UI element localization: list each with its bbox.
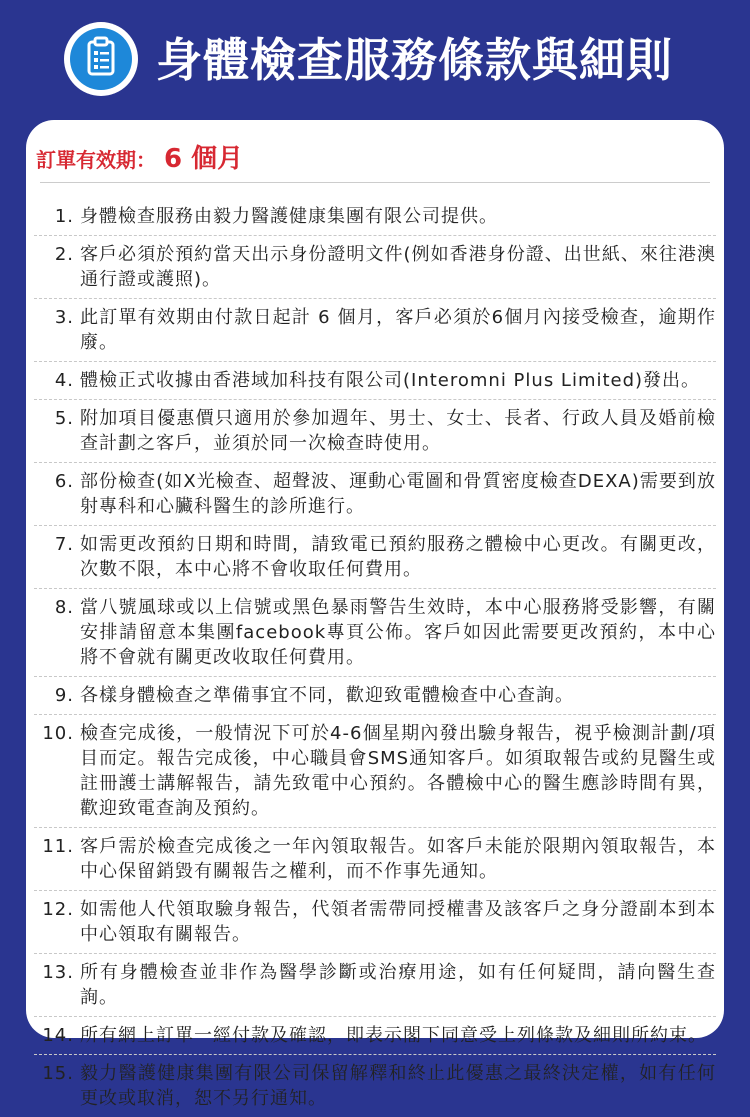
terms-list [34,198,716,1117]
validity-label: 訂單有效期： [36,148,156,172]
term-text: 此訂單有效期由付款日起計 6 個月，客戶必須於6個月內接受檢查，逾期作廢。 [80,307,716,353]
validity-period [36,138,243,175]
term-text: 如需更改預約日期和時間，請致電已預約服務之體檢中心更改。有關更改，次數不限，本中心將不會收取任何費用。 [80,534,716,580]
term-text: 檢查完成後，一般情況下可於4-6個星期內發出驗身報告，視乎檢測計劃/項目而定。報告完成後，中心職員會SMS通知客戶。如須取報告或約見醫生或註冊護士講解報告，請先致電中心預約。各體檢中心的醫生應診時間有異，歡迎致電查詢及預約。 [80,723,716,819]
term-item [34,954,716,1017]
term-text: 體檢正式收據由香港域加科技有限公司(Interomni Plus Limited)發出。 [80,370,701,391]
term-number: 14. [42,1025,74,1046]
term-item [34,362,716,400]
term-item [34,677,716,715]
term-number: 6. [54,471,74,492]
term-number: 1. [54,206,74,227]
page-header [0,0,750,118]
term-number: 15. [42,1063,74,1084]
term-number: 2. [54,244,74,265]
term-text: 各樣身體檢查之準備事宜不同，歡迎致電體檢查中心查詢。 [80,685,574,706]
term-item [34,891,716,954]
term-number: 12. [42,899,74,920]
term-text: 身體檢查服務由毅力醫護健康集團有限公司提供。 [80,206,498,227]
term-text: 附加項目優惠價只適用於參加週年、男士、女士、長者、行政人員及婚前檢查計劃之客戶，並須於同一次檢查時使用。 [80,408,716,454]
term-number: 13. [42,962,74,983]
validity-value: 6 個月 [164,144,244,174]
term-item [34,198,716,236]
divider [40,182,710,183]
term-item [34,715,716,828]
page-title: 身體檢查服務條款與細則 [156,33,673,87]
term-item [34,299,716,362]
term-number: 8. [54,597,74,618]
term-number: 10. [42,723,74,744]
term-text: 部份檢查(如X光檢查、超聲波、運動心電圖和骨質密度檢查DEXA)需要到放射專科和心臟科醫生的診所進行。 [80,471,716,517]
term-text: 所有身體檢查並非作為醫學診斷或治療用途，如有任何疑問，請向醫生查詢。 [80,962,716,1008]
term-item [34,463,716,526]
term-text: 毅力醫護健康集團有限公司保留解釋和終止此優惠之最終決定權，如有任何更改或取消，恕不另行通知。 [80,1063,716,1109]
term-item [34,236,716,299]
term-number: 5. [54,408,74,429]
term-number: 9. [54,685,74,706]
term-item [34,526,716,589]
term-item [34,400,716,463]
term-text: 客戶需於檢查完成後之一年內領取報告。如客戶未能於限期內領取報告，本中心保留銷毀有關報告之權利，而不作事先通知。 [80,836,716,882]
term-number: 4. [54,370,74,391]
clipboard-icon [64,22,138,96]
term-text: 客戶必須於預約當天出示身份證明文件(例如香港身份證、出世紙、來往港澳通行證或護照)。 [80,244,716,290]
term-item [34,1017,716,1055]
term-item [34,1055,716,1117]
term-text: 當八號風球或以上信號或黑色暴雨警告生效時，本中心服務將受影響，有關安排請留意本集團facebook專頁公佈。客戶如因此需要更改預約，本中心將不會就有關更改收取任何費用。 [80,597,716,668]
term-text: 所有網上訂單一經付款及確認，即表示閣下同意受上列條款及細則所約束。 [80,1025,707,1046]
term-number: 7. [54,534,74,555]
term-number: 3. [54,307,74,328]
term-item [34,828,716,891]
term-item [34,589,716,677]
terms-card [26,120,724,1109]
term-number: 11. [42,836,74,857]
term-text: 如需他人代領取驗身報告，代領者需帶同授權書及該客戶之身分證副本到本中心領取有關報告。 [80,899,716,945]
